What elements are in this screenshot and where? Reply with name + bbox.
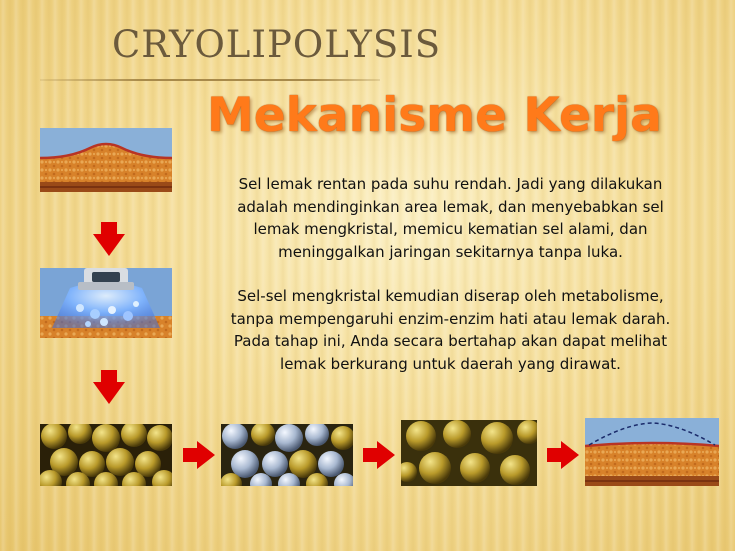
- arrow-right-icon: [197, 441, 215, 469]
- arrow-down-icon: [93, 234, 125, 256]
- paragraph-1: Sel lemak rentan pada suhu rendah. Jadi yang dilakukan adalah mendinginkan area lemak, dan menyebabkan sel lemak mengkristal, memicu kematian sel alami, dan meninggalkan jaringan sekitarnya tanpa luka.: [237, 175, 664, 261]
- slide-title: CRYOLIPOLYSIS: [112, 23, 442, 66]
- arrow-down-icon: [93, 382, 125, 404]
- fat-cells-healthy-image: [40, 424, 172, 486]
- arrow-right-icon: [377, 441, 395, 469]
- slide-subtitle: Mekanisme Kerja: [207, 88, 662, 143]
- title-underline: [40, 79, 380, 81]
- fat-layer-reduced-image: [585, 418, 719, 486]
- paragraph-2: Sel-sel mengkristal kemudian diserap oleh metabolisme, tanpa mempengaruhi enzim-enzim hati atau lemak darah. Pada tahap ini, Anda secara bertahap akan dapat melihat lemak berkurang untuk daerah yang dirawat.: [230, 287, 671, 373]
- fat-cells-crystallized-image: [221, 424, 353, 486]
- fat-layer-bulge-image: [40, 128, 172, 192]
- arrow-right-icon: [561, 441, 579, 469]
- cooling-applicator-image: [40, 268, 172, 338]
- fat-cells-reduced-image: [401, 420, 537, 486]
